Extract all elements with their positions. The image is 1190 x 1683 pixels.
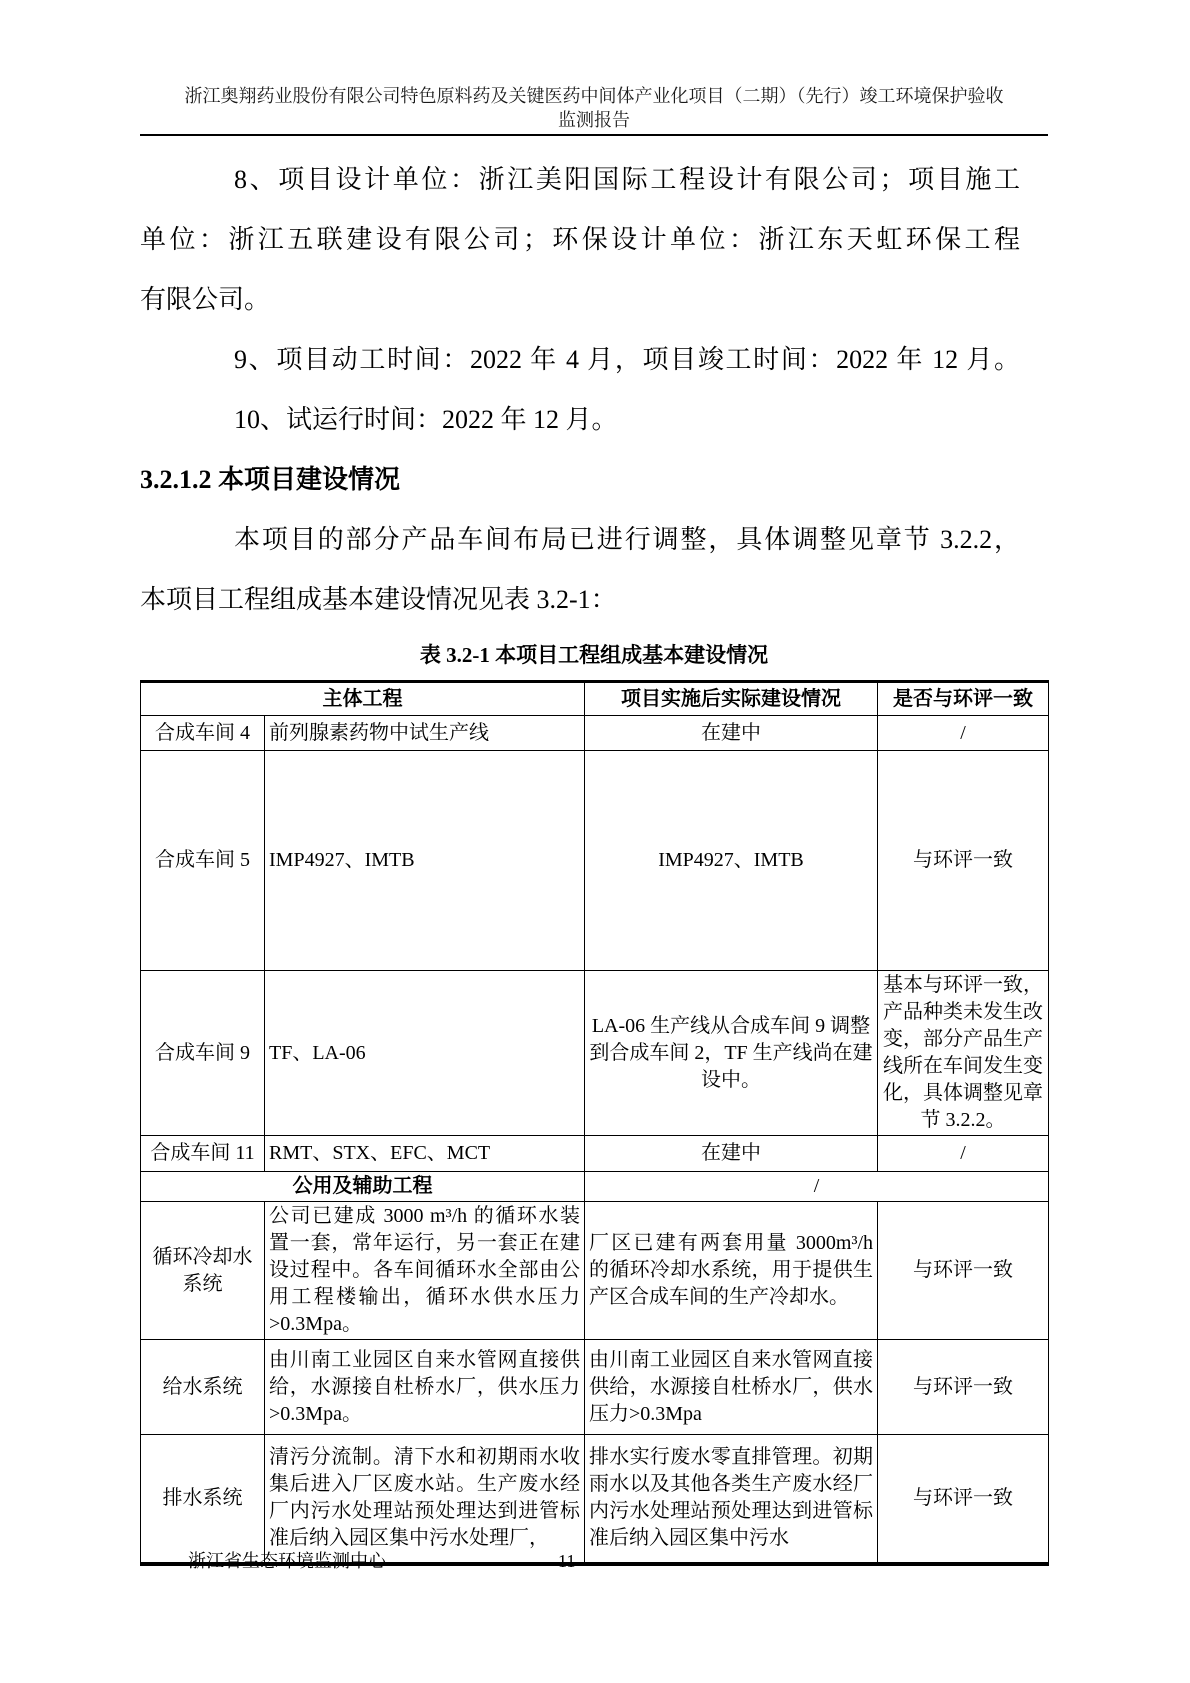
drainage-design: 清污分流制。清下水和初期雨水收集后进入厂区废水站。生产废水经厂内污水处理站预处理达到进管标准后纳入园区集中污水处理厂， bbox=[265, 1435, 585, 1564]
body-line-item9: 9、项目动工时间：2022 年 4 月，项目竣工时间：2022 年 12 月。 bbox=[234, 345, 1020, 374]
water-supply-consistency: 与环评一致 bbox=[878, 1340, 1049, 1435]
drainage-label: 排水系统 bbox=[141, 1435, 265, 1564]
table-row-drainage bbox=[141, 1435, 1049, 1564]
drainage-actual: 排水实行废水零直排管理。初期雨水以及其他各类生产废水经厂内污水处理站预处理达到进管标准后纳入园区集中污水 bbox=[585, 1435, 878, 1564]
table-row-water-supply bbox=[141, 1340, 1049, 1435]
header-divider-line bbox=[140, 134, 1048, 136]
body-paragraph-line2: 本项目工程组成基本建设情况见表 3.2-1： bbox=[140, 585, 617, 614]
table-row-workshop11 bbox=[141, 1136, 1049, 1172]
footer-page-number: 11 bbox=[558, 1551, 576, 1571]
workshop11-actual: 在建中 bbox=[585, 1136, 878, 1172]
workshop11-consistency: / bbox=[878, 1136, 1049, 1172]
water-supply-design: 由川南工业园区自来水管网直接供给，水源接自杜桥水厂，供水压力>0.3Mpa。 bbox=[265, 1340, 585, 1435]
body-line-item8-3: 有限公司。 bbox=[140, 285, 271, 314]
water-supply-label: 给水系统 bbox=[141, 1340, 265, 1435]
section-heading: 3.2.1.2 本项目建设情况 bbox=[140, 465, 401, 494]
cooling-water-consistency: 与环评一致 bbox=[878, 1202, 1049, 1340]
cooling-water-design: 公司已建成 3000 m³/h 的循环水装置一套，常年运行，另一套正在建设过程中。各车间循环水全部由公用工程楼输出，循环水供水压力>0.3Mpa。 bbox=[265, 1202, 585, 1340]
utilities-section-label: 公用及辅助工程 bbox=[141, 1172, 585, 1202]
workshop9-consistency: 基本与环评一致，产品种类未发生改变，部分产品生产线所在车间发生变化，具体调整见章节 3.2.2。 bbox=[878, 971, 1049, 1136]
workshop4-label: 合成车间 4 bbox=[141, 716, 265, 751]
project-composition-table bbox=[140, 680, 1049, 1566]
workshop9-label: 合成车间 9 bbox=[141, 971, 265, 1136]
footer-organization: 浙江省生态环境监测中心 bbox=[188, 1551, 386, 1571]
workshop4-consistency: / bbox=[878, 716, 1049, 751]
workshop5-consistency: 与环评一致 bbox=[878, 751, 1049, 971]
workshop5-design: IMP4927、IMTB bbox=[265, 751, 585, 971]
page-content bbox=[140, 150, 1043, 1566]
table-section-row-utilities bbox=[141, 1172, 1049, 1202]
cooling-water-actual: 厂区已建有两套用量 3000m³/h 的循环冷却水系统，用于提供生产区合成车间的生产冷却水。 bbox=[585, 1202, 878, 1340]
body-line-item10: 10、试运行时间：2022 年 12 月。 bbox=[234, 405, 618, 434]
water-supply-actual: 由川南工业园区自来水管网直接供给，水源接自杜桥水厂，供水压力>0.3Mpa bbox=[585, 1340, 878, 1435]
workshop11-design: RMT、STX、EFC、MCT bbox=[265, 1136, 585, 1172]
table-title: 表 3.2-1 本项目工程组成基本建设情况 bbox=[419, 643, 769, 667]
header-cell-main-project: 主体工程 bbox=[141, 682, 585, 716]
workshop9-design: TF、LA-06 bbox=[265, 971, 585, 1136]
workshop5-label: 合成车间 5 bbox=[141, 751, 265, 971]
body-paragraph-line1: 本项目的部分产品车间布局已进行调整，具体调整见章节 3.2.2， bbox=[234, 525, 1020, 554]
utilities-section-value: / bbox=[585, 1172, 1049, 1202]
workshop11-label: 合成车间 11 bbox=[141, 1136, 265, 1172]
cooling-water-label: 循环冷却水系统 bbox=[141, 1202, 265, 1340]
body-line-item8-1: 8、项目设计单位：浙江美阳国际工程设计有限公司；项目施工 bbox=[234, 165, 1020, 194]
header-cell-eia-consistency: 是否与环评一致 bbox=[878, 682, 1049, 716]
table-row-workshop5 bbox=[141, 751, 1049, 971]
workshop4-design: 前列腺素药物中试生产线 bbox=[265, 716, 585, 751]
page-header bbox=[140, 84, 1048, 132]
drainage-consistency: 与环评一致 bbox=[878, 1435, 1049, 1564]
workshop4-actual: 在建中 bbox=[585, 716, 878, 751]
header-cell-actual-status: 项目实施后实际建设情况 bbox=[585, 682, 878, 716]
table-row-workshop9 bbox=[141, 971, 1049, 1136]
table-header-row bbox=[141, 682, 1049, 716]
page-header-line1: 浙江奥翔药业股份有限公司特色原料药及关键医药中间体产业化项目（二期）（先行）竣工环境保护验收 bbox=[184, 86, 1004, 106]
body-line-item8-2: 单位：浙江五联建设有限公司；环保设计单位：浙江东天虹环保工程 bbox=[140, 225, 1020, 254]
page-header-line2: 监测报告 bbox=[558, 110, 630, 130]
table-row-circulating-cooling-water bbox=[141, 1202, 1049, 1340]
workshop9-actual: LA-06 生产线从合成车间 9 调整到合成车间 2，TF 生产线尚在建设中。 bbox=[585, 971, 878, 1136]
table-row-workshop4 bbox=[141, 716, 1049, 751]
workshop5-actual: IMP4927、IMTB bbox=[585, 751, 878, 971]
